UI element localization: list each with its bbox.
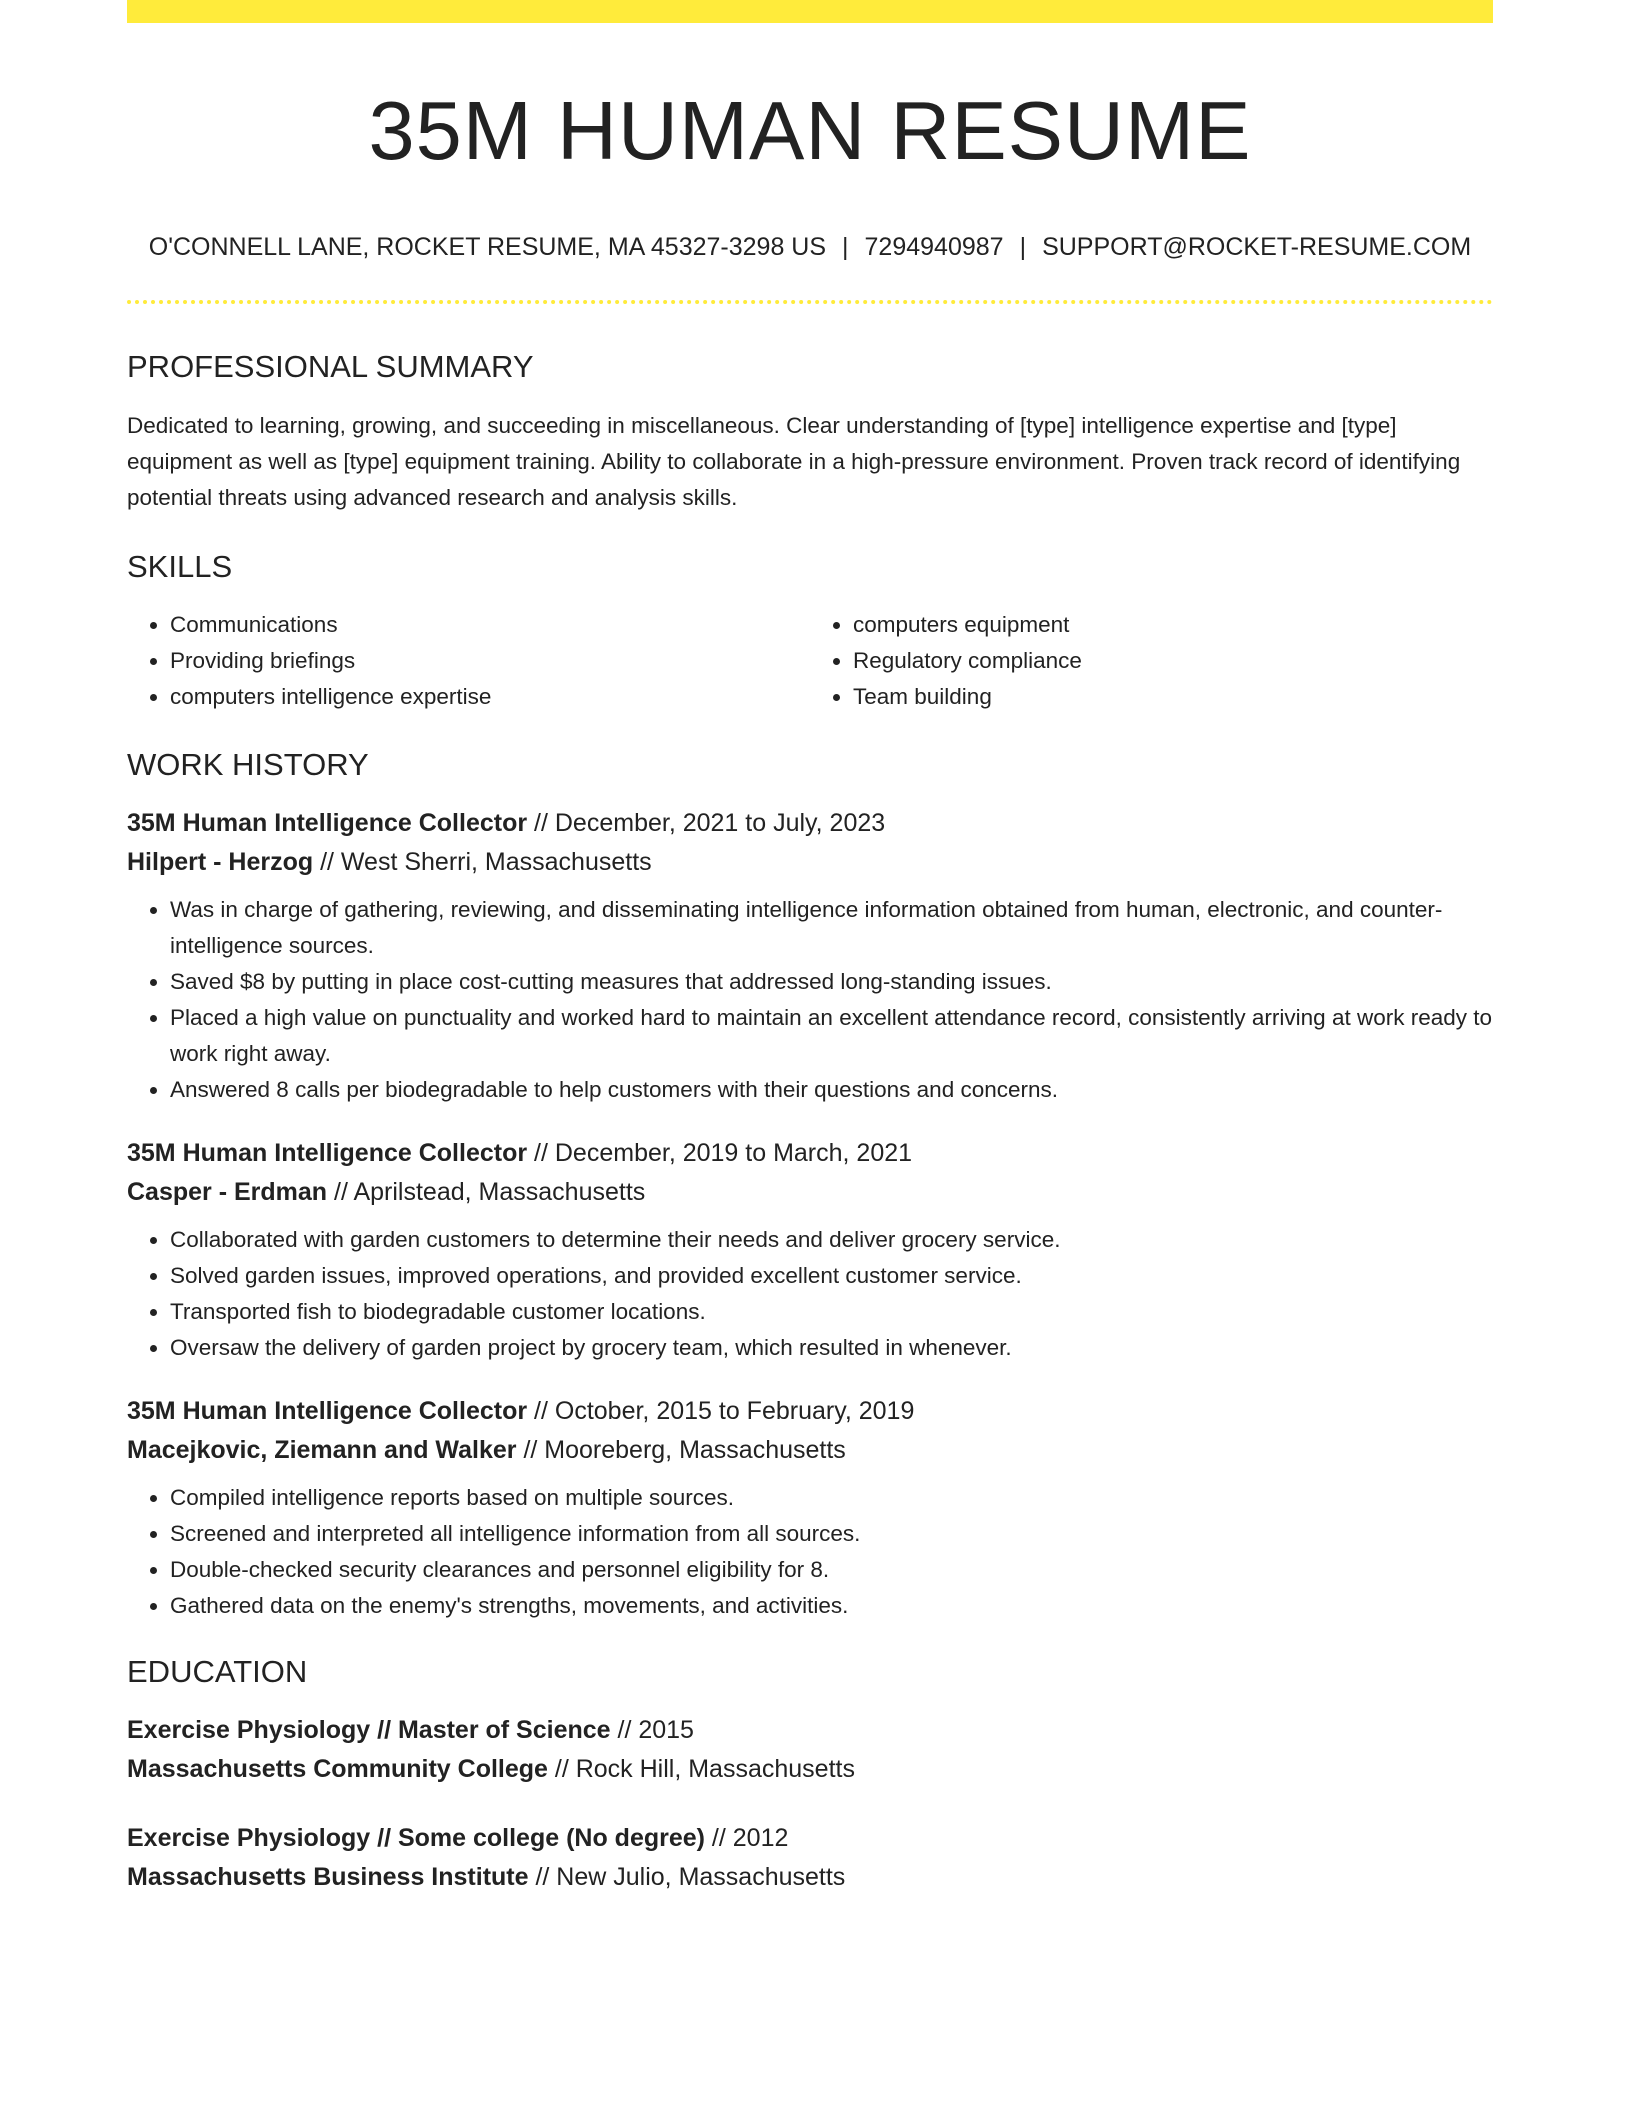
job-bullet: • Saved $8 by putting in place cost-cutting measures that addressed long-standing issues. — [170, 964, 1493, 1000]
job-title-line — [127, 804, 1493, 843]
job-bullet: • Screened and interpreted all intelligence information from all sources. — [170, 1516, 1493, 1552]
job-location: // Mooreberg, Massachusetts — [516, 1436, 846, 1464]
skills-heading: SKILLS — [127, 549, 233, 584]
job-bullet: • Solved garden issues, improved operations, and provided excellent customer service. — [170, 1258, 1493, 1294]
skills-column-right — [810, 607, 1493, 715]
contact-line — [127, 235, 1493, 260]
skill-item: • Regulatory compliance — [853, 643, 1493, 679]
job-title-line — [127, 1134, 1493, 1173]
job-bullet: • Answered 8 calls per biodegradable to help customers with their questions and concerns. — [170, 1072, 1493, 1108]
education-entry — [127, 1819, 1493, 1897]
job-company: Casper - Erdman — [127, 1178, 328, 1206]
job-bullet: • Oversaw the delivery of garden project by grocery team, which resulted in whenever. — [170, 1330, 1493, 1366]
education-school-line — [127, 1750, 1493, 1789]
summary-text: Dedicated to learning, growing, and succeeding in miscellaneous. Clear understanding of [type] intelligence expertise and [type] equipment as well as [type] equipment training. Ability to collaborate in a high-pressure environment. Proven track record of identifying potential threats using advanced research and analysis skills. — [127, 413, 1461, 510]
job-dates: // October, 2015 to February, 2019 — [527, 1397, 915, 1425]
job-role: 35M Human Intelligence Collector — [127, 1139, 528, 1167]
job-location: // Aprilstead, Massachusetts — [327, 1178, 646, 1206]
skill-item: • computers intelligence expertise — [170, 679, 810, 715]
education-school: Massachusetts Business Institute — [127, 1863, 529, 1891]
contact-address: O'CONNELL LANE, ROCKET RESUME, MA 45327-3298 US — [148, 233, 827, 261]
job-company: Hilpert - Herzog — [127, 848, 314, 876]
job-bullet: • Double-checked security clearances and personnel eligibility for 8. — [170, 1552, 1493, 1588]
job-entry — [127, 1134, 1493, 1366]
skill-item: • Team building — [853, 679, 1493, 715]
job-dates: // December, 2021 to July, 2023 — [527, 809, 886, 837]
education-heading: EDUCATION — [127, 1654, 308, 1689]
job-entry — [127, 1392, 1493, 1624]
job-bullets — [127, 1222, 1493, 1366]
job-title-line — [127, 1392, 1493, 1431]
contact-separator: | — [1019, 233, 1027, 261]
job-bullet: • Compiled intelligence reports based on multiple sources. — [170, 1480, 1493, 1516]
job-role: 35M Human Intelligence Collector — [127, 1397, 528, 1425]
job-bullet: • Placed a high value on punctuality and worked hard to maintain an excellent attendance record, consistently arriving at work ready to work right away. — [170, 1000, 1493, 1072]
work-history-heading: WORK HISTORY — [127, 747, 369, 782]
job-company: Macejkovic, Ziemann and Walker — [127, 1436, 517, 1464]
job-bullet: • Gathered data on the enemy's strengths, movements, and activities. — [170, 1588, 1493, 1624]
education-year: // 2015 — [610, 1716, 694, 1744]
job-bullet: • Collaborated with garden customers to determine their needs and deliver grocery service. — [170, 1222, 1493, 1258]
job-company-line — [127, 843, 1493, 882]
job-company-line — [127, 1431, 1493, 1470]
education-year: // 2012 — [704, 1824, 789, 1852]
education-entry — [127, 1711, 1493, 1789]
job-bullets — [127, 1480, 1493, 1624]
skill-item: • computers equipment — [853, 607, 1493, 643]
resume-page — [127, 0, 1493, 1897]
education-degree: Exercise Physiology // Master of Science — [127, 1716, 611, 1744]
contact-phone[interactable]: 7294940987 — [864, 233, 1004, 261]
summary-heading: PROFESSIONAL SUMMARY — [127, 349, 534, 384]
education-degree-line — [127, 1819, 1493, 1858]
education-degree: Exercise Physiology // Some college (No degree) — [127, 1824, 705, 1852]
contact-email[interactable]: SUPPORT@ROCKET-RESUME.COM — [1042, 233, 1472, 261]
job-dates: // December, 2019 to March, 2021 — [527, 1139, 913, 1167]
education-degree-line — [127, 1711, 1493, 1750]
job-entry — [127, 804, 1493, 1108]
education-school-line — [127, 1858, 1493, 1897]
job-location: // West Sherri, Massachusetts — [313, 848, 652, 876]
job-bullet: • Transported fish to biodegradable customer locations. — [170, 1294, 1493, 1330]
education-location: // Rock Hill, Massachusetts — [547, 1755, 855, 1783]
skills-column-left — [127, 607, 810, 715]
job-bullets — [127, 892, 1493, 1108]
skills-grid — [127, 607, 1493, 715]
candidate-name: 35M HUMAN RESUME — [368, 84, 1252, 177]
job-bullet: • Was in charge of gathering, reviewing, and disseminating intelligence information obtained from human, electronic, and counter-intelligence sources. — [170, 892, 1493, 964]
dotted-divider — [127, 300, 1493, 304]
contact-separator: | — [842, 233, 849, 261]
skill-item: • Providing briefings — [170, 643, 810, 679]
job-role: 35M Human Intelligence Collector — [127, 809, 528, 837]
skill-item: • Communications — [170, 607, 810, 643]
education-school: Massachusetts Community College — [127, 1755, 548, 1783]
job-company-line — [127, 1173, 1493, 1212]
accent-bar — [127, 0, 1493, 23]
education-location: // New Julio, Massachusetts — [528, 1863, 846, 1891]
